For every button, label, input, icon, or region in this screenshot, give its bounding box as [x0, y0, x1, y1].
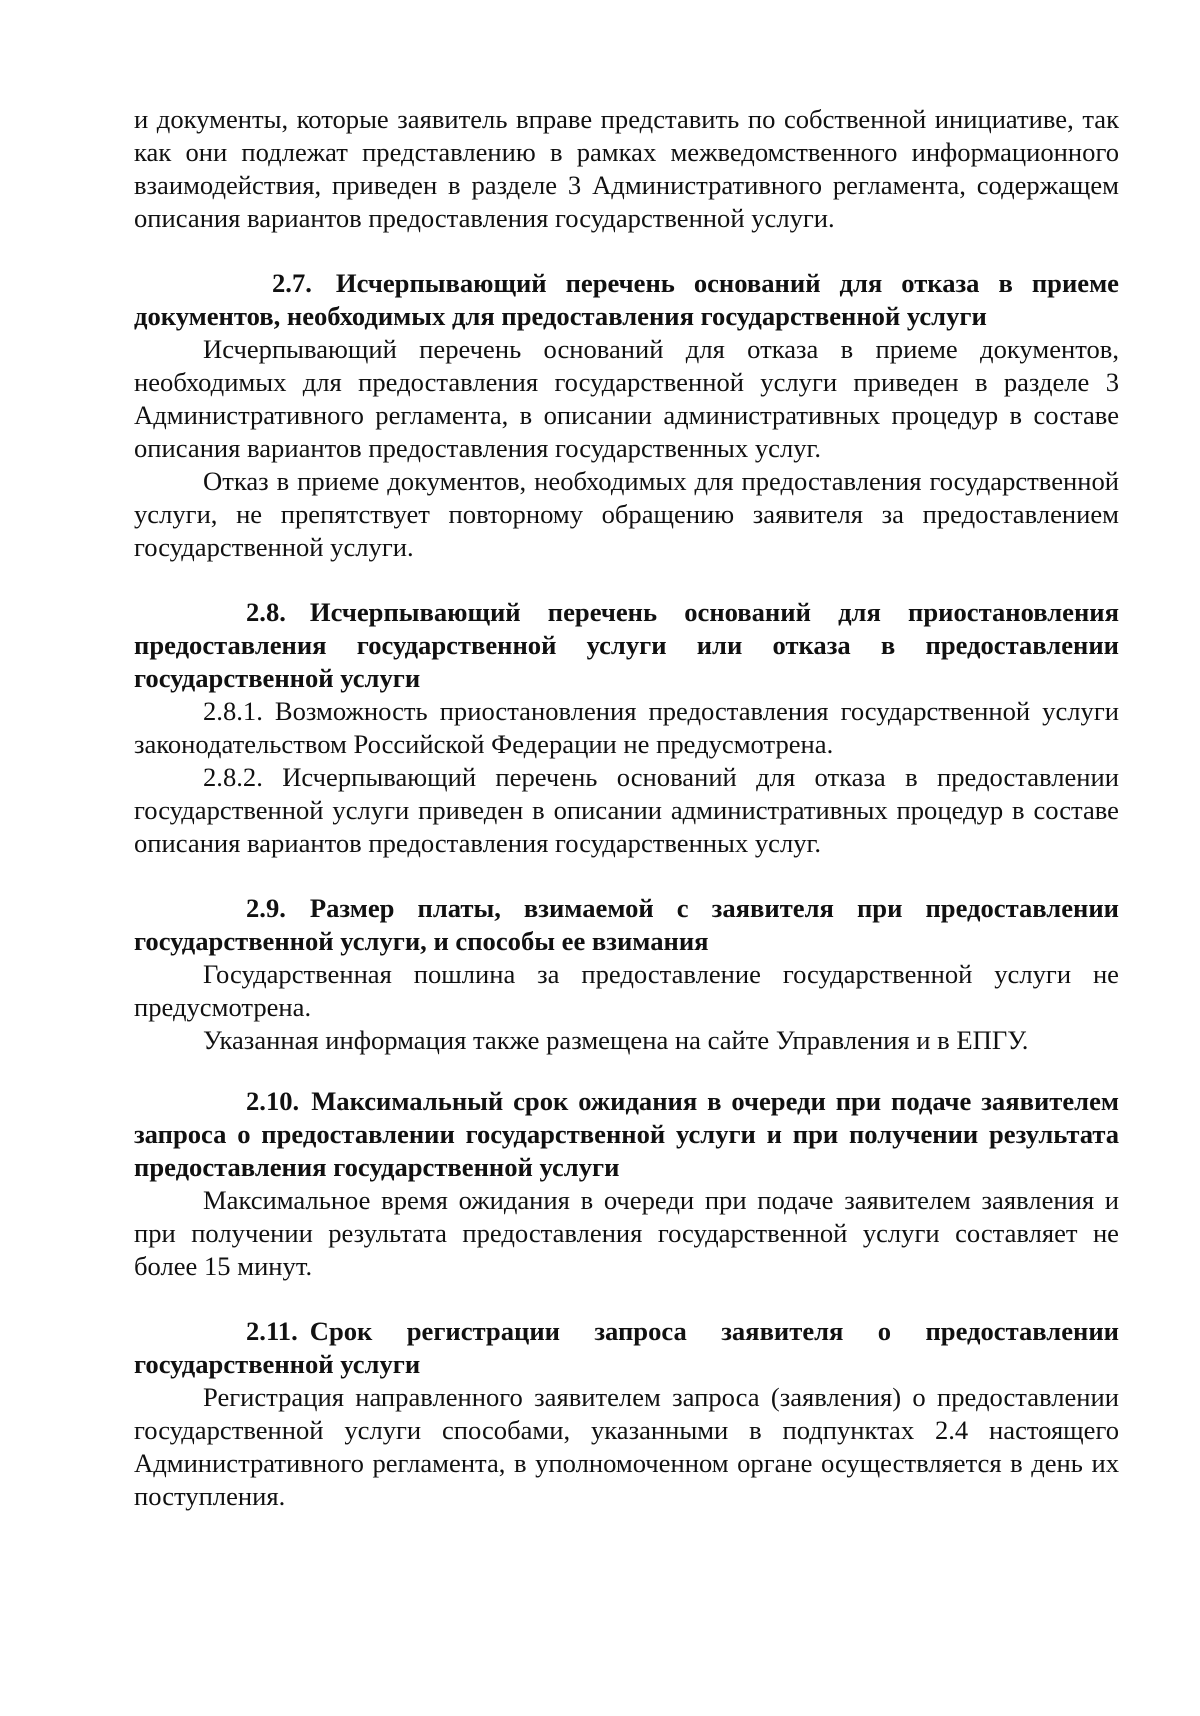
section-2-7-paragraph-1: Исчерпывающий перечень оснований для отказа в приеме документов, необходимых для предоставления государственной услуги приведен в разделе 3 Административного регламента, в описании административных процедур в составе описания вариантов предоставления государственных услуг. [134, 334, 1119, 463]
spacer [134, 235, 1119, 267]
section-number: 2.10. [246, 1086, 300, 1116]
section-2-9-paragraph-2: Указанная информация также размещена на сайте Управления и в ЕПГУ. [203, 1025, 1029, 1055]
section-heading-2-8 [134, 596, 1119, 695]
section-title: Исчерпывающий перечень оснований для отказа в приеме документов, необходимых для предоставления государственной услуги [134, 268, 1119, 331]
section-heading-2-9 [134, 892, 1119, 958]
spacer [134, 860, 1119, 892]
section-2-10-paragraph-1: Максимальное время ожидания в очереди при подаче заявителем заявления и при получении результата предоставления государственной услуги составляет не более 15 минут. [134, 1185, 1119, 1281]
section-number: 2.8. [246, 597, 286, 627]
section-title: Исчерпывающий перечень оснований для приостановления предоставления государственной услуги или отказа в предоставлении государственной услуги [134, 597, 1119, 693]
spacer [134, 564, 1119, 596]
document-page [134, 103, 1119, 1513]
section-number: 2.9. [246, 893, 286, 923]
intro-paragraph: и документы, которые заявитель вправе представить по собственной инициативе, так как они подлежат представлению в рамках межведомственного информационного взаимодействия, приведен в разделе 3 Административного регламента, содержащем описания вариантов предоставления государственной услуги. [134, 104, 1119, 233]
section-heading-2-10 [134, 1085, 1119, 1184]
section-title: Максимальный срок ожидания в очереди при подаче заявителем запроса о предоставлении государственной услуги и при получении результата предоставления государственной услуги [134, 1086, 1119, 1182]
section-2-11-paragraph-1: Регистрация направленного заявителем запроса (заявления) о предоставлении государственной услуги способами, указанными в подпунктах 2.4 настоящего Административного регламента, в уполномоченном органе осуществляется в день их поступления. [134, 1382, 1119, 1511]
section-number: 2.11. [246, 1316, 298, 1346]
spacer [134, 1057, 1119, 1085]
section-title: Срок регистрации запроса заявителя о предоставлении государственной услуги [134, 1316, 1119, 1379]
section-2-8-paragraph-1: 2.8.1. Возможность приостановления предоставления государственной услуги законодательством Российской Федерации не предусмотрена. [134, 696, 1119, 759]
spacer [134, 1283, 1119, 1315]
section-heading-2-11 [134, 1315, 1119, 1381]
section-2-8-paragraph-2: 2.8.2. Исчерпывающий перечень оснований для отказа в предоставлении государственной услуги приведен в описании административных процедур в составе описания вариантов предоставления государственных услуг. [134, 762, 1119, 858]
section-heading-2-7 [134, 267, 1119, 333]
section-2-9-paragraph-1: Государственная пошлина за предоставление государственной услуги не предусмотрена. [134, 959, 1119, 1022]
section-title: Размер платы, взимаемой с заявителя при предоставлении государственной услуги, и способы ее взимания [134, 893, 1119, 956]
section-number: 2.7. [272, 268, 312, 298]
section-2-7-paragraph-2: Отказ в приеме документов, необходимых для предоставления государственной услуги, не препятствует повторному обращению заявителя за предоставлением государственной услуги. [134, 466, 1119, 562]
